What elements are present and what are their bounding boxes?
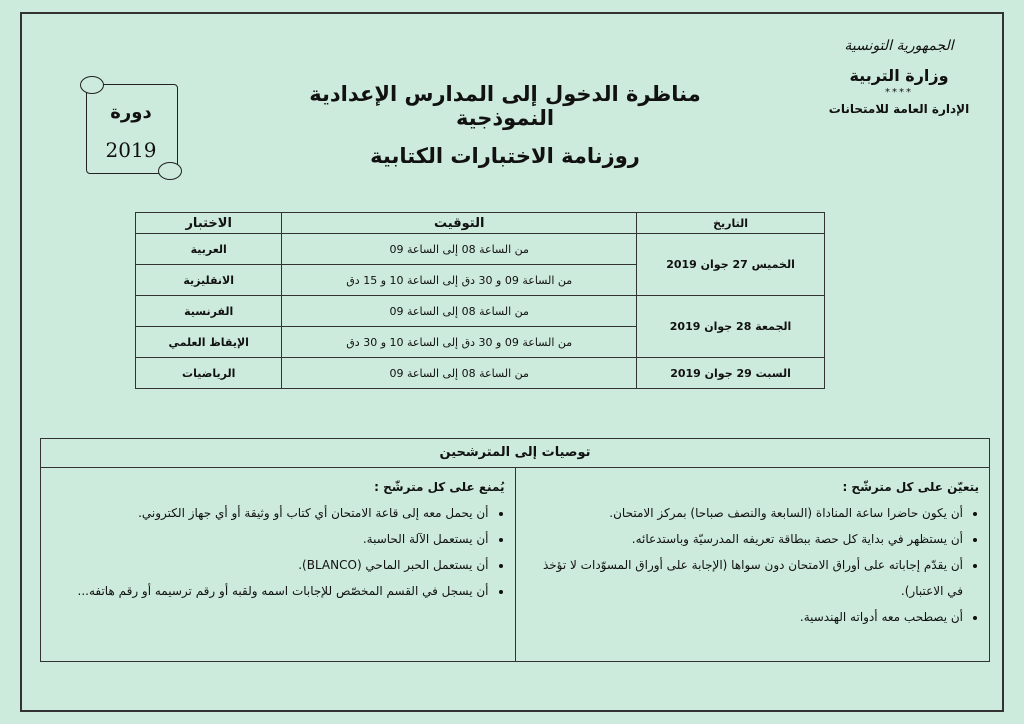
directorate-name: الإدارة العامة للامتحانات	[828, 102, 970, 116]
exam-time: من الساعة 08 إلى الساعة 09	[282, 234, 637, 265]
session-year: 2019	[105, 138, 157, 162]
exam-date: الجمعة 28 جوان 2019	[637, 296, 825, 358]
exam-subject: الرياضيات	[136, 358, 282, 389]
exam-subject: الانقليزية	[136, 265, 282, 296]
ministry-header	[814, 38, 984, 116]
list-item: • أن يقدّم إجاباته على أوراق الامتحان دون سواها (الإجابة على أوراق المسوّدات لا تؤخذ في الاعتبار).	[526, 552, 964, 604]
exam-time: من الساعة 08 إلى الساعة 09	[282, 358, 637, 389]
scroll-curl-top	[80, 76, 104, 94]
header-subject: الاختبار	[136, 213, 282, 234]
list-item: • أن يصطحب معه أدواته الهندسية.	[526, 604, 964, 630]
forbidden-column	[41, 468, 515, 662]
exam-time: من الساعة 09 و 30 دق إلى الساعة 10 و 30 دق	[282, 327, 637, 358]
session-label: دورة	[110, 102, 152, 123]
recommendations-box	[40, 438, 990, 662]
list-item: • أن يكون حاضرا ساعة المناداة (السابعة والنصف صباحا) بمركز الامتحان.	[526, 500, 964, 526]
republic-name: الجمهورية التونسية	[844, 38, 954, 54]
scroll-curl-bottom	[158, 162, 182, 180]
table-row	[136, 358, 825, 389]
header-date: التاريخ	[637, 213, 825, 234]
exam-time: من الساعة 08 إلى الساعة 09	[282, 296, 637, 327]
list-item: • أن يستعمل الآلة الحاسبة.	[51, 526, 489, 552]
list-item: • أن يستظهر في بداية كل حصة ببطاقة تعريفه المدرسيّة وباستدعائه.	[526, 526, 964, 552]
exam-schedule-table	[135, 212, 825, 389]
list-item: • أن يحمل معه إلى قاعة الامتحان أي كتاب أو وثيقة أو أي جهاز الكتروني.	[51, 500, 489, 526]
table-row	[136, 234, 825, 265]
table-header-row	[136, 213, 825, 234]
title-line-1: مناظرة الدخول إلى المدارس الإعدادية النموذجية	[309, 82, 701, 130]
recommendations-title: توصيات إلى المترشحين	[41, 439, 989, 468]
must-column	[515, 468, 990, 662]
list-item: • أن يستعمل الحبر الماحي (BLANCO).	[51, 552, 489, 578]
exam-date: السبت 29 جوان 2019	[637, 358, 825, 389]
exam-subject: الإيقاظ العلمي	[136, 327, 282, 358]
stars-separator: ****	[885, 87, 913, 98]
exam-time: من الساعة 09 و 30 دق إلى الساعة 10 و 15 دق	[282, 265, 637, 296]
header-time: التوقيت	[282, 213, 637, 234]
title-line-2: روزنامة الاختبارات الكتابية	[370, 144, 640, 168]
table-row	[136, 296, 825, 327]
session-scroll-badge	[80, 76, 182, 180]
exam-date: الخميس 27 جوان 2019	[637, 234, 825, 296]
must-heading: يتعيّن على كل مترشّح :	[842, 480, 979, 494]
forbidden-heading: يُمنع على كل مترشّح :	[374, 480, 505, 494]
exam-subject: الفرنسية	[136, 296, 282, 327]
ministry-name: وزارة التربية	[849, 66, 949, 85]
exam-subject: العربية	[136, 234, 282, 265]
list-item: • أن يسجل في القسم المخصّص للإجابات اسمه ولقبه أو رقم ترسيمه أو رقم هاتفه...	[51, 578, 489, 604]
document-title	[270, 82, 740, 168]
